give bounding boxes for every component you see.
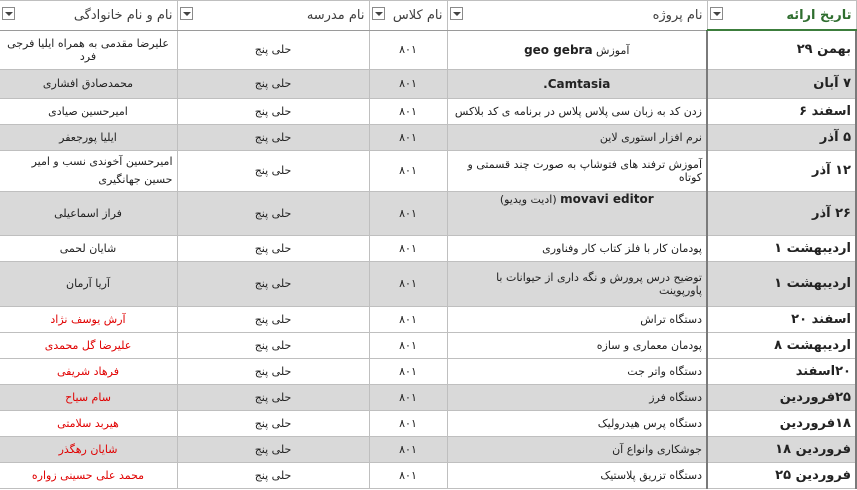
header-row: [0, 1, 856, 31]
header-project-label: نام پروژه: [652, 7, 703, 23]
project-text: دستگاه تزریق پلاستیک: [600, 468, 702, 482]
cell-date[interactable]: ۵ آذر: [707, 124, 856, 150]
cell-date[interactable]: ۷ آبان: [707, 69, 856, 98]
cell-name[interactable]: امیرحسین صیادی: [0, 98, 177, 124]
project-text-en: movavi editor: [560, 191, 654, 206]
project-text: دستگاه تراش: [640, 312, 702, 326]
cell-project[interactable]: [447, 69, 707, 98]
cell-class[interactable]: ۸۰۱: [369, 410, 447, 436]
project-text: آموزش: [596, 43, 630, 57]
cell-class[interactable]: ۸۰۱: [369, 261, 447, 306]
cell-school[interactable]: حلی پنج: [177, 332, 369, 358]
cell-school[interactable]: حلی پنج: [177, 30, 369, 69]
project-text: پودمان کار با فلز کتاب کار وفناوری: [542, 241, 702, 255]
cell-school[interactable]: حلی پنج: [177, 436, 369, 462]
cell-name[interactable]: شایان رهگذر: [0, 436, 177, 462]
cell-school[interactable]: حلی پنج: [177, 261, 369, 306]
header-date: [707, 1, 856, 31]
project-text: دستگاه واتر جت: [627, 364, 702, 378]
cell-name[interactable]: سام سیاح: [0, 384, 177, 410]
cell-class[interactable]: ۸۰۱: [369, 332, 447, 358]
cell-project[interactable]: [447, 261, 707, 306]
project-text: (ادیت ویدیو): [499, 192, 557, 206]
cell-name[interactable]: امیرحسین آخوندی نسب و امیر حسین جهانگیری: [0, 150, 177, 191]
cell-project[interactable]: [447, 235, 707, 261]
header-date-label: تاریخ ارائه: [786, 7, 852, 23]
header-class: [369, 1, 447, 31]
cell-name[interactable]: آرش یوسف نژاد: [0, 306, 177, 332]
cell-project[interactable]: [447, 191, 707, 235]
cell-date[interactable]: ۲۶ آذر: [707, 191, 856, 235]
cell-school[interactable]: حلی پنج: [177, 410, 369, 436]
header-name-label: نام و نام خانوادگی: [73, 7, 173, 23]
table-row: [0, 261, 856, 306]
cell-project[interactable]: [447, 124, 707, 150]
table-row: [0, 462, 856, 488]
filter-dropdown-icon[interactable]: [372, 7, 385, 20]
table-body: [0, 30, 856, 488]
project-text: آموزش ترفند های فتوشاپ به صورت چند قسمتی و کوتاه: [467, 157, 702, 184]
cell-school[interactable]: حلی پنج: [177, 124, 369, 150]
table-row: [0, 124, 856, 150]
cell-school[interactable]: حلی پنج: [177, 150, 369, 191]
cell-class[interactable]: ۸۰۱: [369, 124, 447, 150]
cell-class[interactable]: ۸۰۱: [369, 358, 447, 384]
header-class-label: نام کلاس: [392, 7, 443, 23]
header-school: [177, 1, 369, 31]
table-row: [0, 436, 856, 462]
cell-date[interactable]: اردیبهشت ۱: [707, 235, 856, 261]
filter-dropdown-icon[interactable]: [2, 7, 15, 20]
project-text: دستگاه فرز: [649, 390, 702, 404]
cell-class[interactable]: ۸۰۱: [369, 384, 447, 410]
table-row: [0, 306, 856, 332]
cell-date[interactable]: اردیبهشت ۱: [707, 261, 856, 306]
table-row: [0, 98, 856, 124]
cell-date[interactable]: فروردین ۱۸: [707, 436, 856, 462]
cell-name[interactable]: فراز اسماعیلی: [0, 191, 177, 235]
cell-name[interactable]: محمدصادق افشاری: [0, 69, 177, 98]
cell-project[interactable]: [447, 332, 707, 358]
cell-name[interactable]: شایان لحمی: [0, 235, 177, 261]
project-text: توضیح درس پرورش و نگه داری از حیوانات با پاورپوینت: [496, 270, 702, 297]
cell-project[interactable]: [447, 462, 707, 488]
filter-dropdown-icon[interactable]: [450, 7, 463, 20]
table-row: [0, 332, 856, 358]
cell-class[interactable]: ۸۰۱: [369, 191, 447, 235]
cell-name[interactable]: ایلیا پورجعفر: [0, 124, 177, 150]
cell-date[interactable]: ۲۰اسفند: [707, 358, 856, 384]
cell-name[interactable]: هیربد سلامتی: [0, 410, 177, 436]
cell-class[interactable]: ۸۰۱: [369, 30, 447, 69]
project-text: زدن کد به زبان سی پلاس پلاس در برنامه ی کد بلاکس: [454, 104, 702, 118]
cell-school[interactable]: حلی پنج: [177, 358, 369, 384]
cell-date[interactable]: ۲۵فروردین: [707, 384, 856, 410]
cell-date[interactable]: فروردین ۲۵: [707, 462, 856, 488]
table-row: [0, 150, 856, 191]
cell-name[interactable]: علیرضا مقدمی به همراه ایلیا فرجی فرد: [0, 30, 177, 69]
cell-date[interactable]: اسفند ۲۰: [707, 306, 856, 332]
cell-name[interactable]: آریا آرمان: [0, 261, 177, 306]
cell-date[interactable]: اسفند ۶: [707, 98, 856, 124]
cell-name[interactable]: محمد علی حسینی زواره: [0, 462, 177, 488]
cell-class[interactable]: ۸۰۱: [369, 436, 447, 462]
cell-school[interactable]: حلی پنج: [177, 384, 369, 410]
header-school-label: نام مدرسه: [306, 7, 365, 23]
table-row: [0, 69, 856, 98]
cell-class[interactable]: ۸۰۱: [369, 98, 447, 124]
project-text: پودمان معماری و سازه: [596, 338, 702, 352]
project-text: دستگاه پرس هیدرولیک: [597, 416, 702, 430]
cell-date[interactable]: ۱۲ آذر: [707, 150, 856, 191]
cell-class[interactable]: ۸۰۱: [369, 306, 447, 332]
cell-project[interactable]: [447, 306, 707, 332]
cell-name[interactable]: علیرضا گل محمدی: [0, 332, 177, 358]
project-text-en: geo gebra: [524, 42, 593, 57]
cell-project[interactable]: [447, 150, 707, 191]
header-project: [447, 1, 707, 31]
project-text-en: Camtasia.: [543, 76, 611, 91]
cell-class[interactable]: ۸۰۱: [369, 69, 447, 98]
cell-school[interactable]: حلی پنج: [177, 306, 369, 332]
cell-project[interactable]: [447, 30, 707, 69]
cell-date[interactable]: بهمن ۲۹: [707, 30, 856, 69]
table-row: [0, 191, 856, 235]
cell-project[interactable]: [447, 384, 707, 410]
cell-school[interactable]: حلی پنج: [177, 69, 369, 98]
project-text: نرم افزار استوری لاین: [599, 130, 702, 144]
cell-school[interactable]: حلی پنج: [177, 98, 369, 124]
table-row: [0, 358, 856, 384]
cell-date[interactable]: اردیبهشت ۸: [707, 332, 856, 358]
cell-school[interactable]: حلی پنج: [177, 462, 369, 488]
cell-class[interactable]: ۸۰۱: [369, 235, 447, 261]
cell-class[interactable]: ۸۰۱: [369, 150, 447, 191]
filter-dropdown-icon[interactable]: [180, 7, 193, 20]
project-text: جوشکاری وانواع آن: [612, 442, 702, 456]
cell-name[interactable]: فرهاد شریفی: [0, 358, 177, 384]
cell-project[interactable]: [447, 358, 707, 384]
table-row: [0, 30, 856, 69]
cell-class[interactable]: ۸۰۱: [369, 462, 447, 488]
cell-project[interactable]: [447, 410, 707, 436]
cell-project[interactable]: [447, 436, 707, 462]
filter-dropdown-icon[interactable]: [710, 7, 723, 20]
cell-date[interactable]: ۱۸فروردین: [707, 410, 856, 436]
table-row: [0, 410, 856, 436]
cell-school[interactable]: حلی پنج: [177, 191, 369, 235]
table-row: [0, 384, 856, 410]
header-name: [0, 1, 177, 31]
table-row: [0, 235, 856, 261]
cell-school[interactable]: حلی پنج: [177, 235, 369, 261]
cell-project[interactable]: [447, 98, 707, 124]
